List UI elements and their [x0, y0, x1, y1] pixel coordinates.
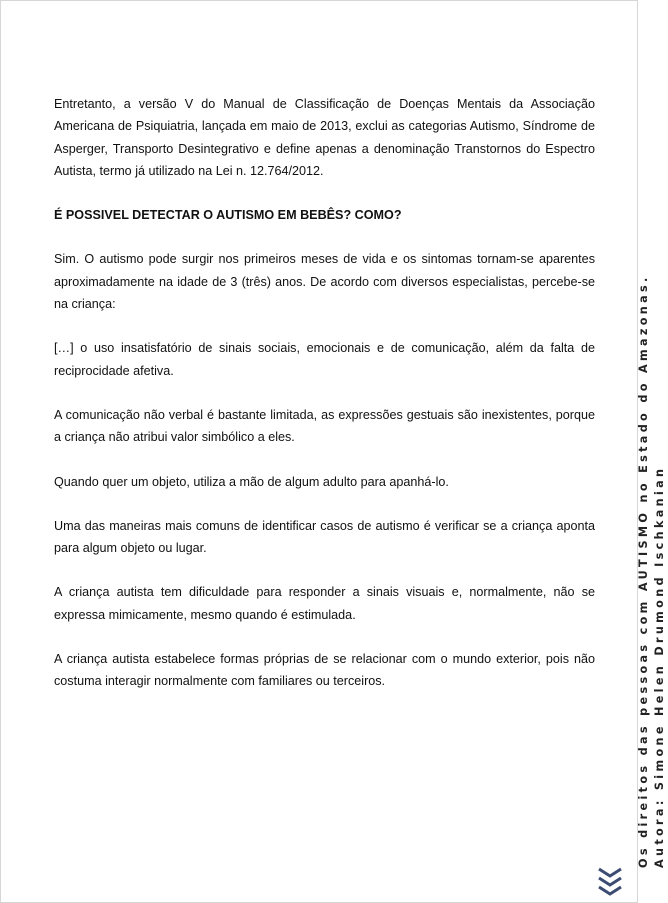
paragraph-pointing: Uma das maneiras mais comuns de identificar casos de autismo é verificar se a criança aponta para algum objeto ou lugar.	[54, 518, 595, 556]
paragraph-object: Quando quer um objeto, utiliza a mão de algum adulto para apanhá-lo.	[54, 474, 449, 489]
chevron-icon	[596, 866, 624, 900]
paragraph-dsm: Entretanto, a versão V do Manual de Classificação de Doenças Mentais da Associação Americana de Psiquiatria, lançada em maio de 2013, exclui as categorias Autismo, Síndrome de Asperger, Transporto Desintegrativo e define apenas a denominação Transtornos do Espectro Autista, termo já utilizado na Lei n. 12.764/2012.	[54, 97, 595, 178]
paragraph-quote: […] o uso insatisfatório de sinais sociais, emocionais e de comunicação, além da falta de reciprocidade afetiva.	[54, 341, 595, 378]
sidebar-vertical-text	[636, 274, 668, 868]
author-line: Autora: Simone Helen Drumond Ischkanian	[653, 465, 666, 868]
sidebar	[596, 0, 666, 903]
paragraph-communication: A comunicação não verbal é bastante limitada, as expressões gestuais são inexistentes, porque a criança não atribui valor simbólico a eles.	[54, 407, 595, 445]
document-body	[54, 93, 595, 715]
book-title: Os direitos das pessoas com AUTISMO no Estado do Amazonas.	[637, 274, 650, 868]
paragraph-intro: Sim. O autismo pode surgir nos primeiros meses de vida e os sintomas tornam-se aparentes aproximadamente na idade de 3 (três) anos. De acordo com diversos especialistas, percebe-se na criança:	[54, 252, 595, 312]
paragraph-visual-signals: A criança autista tem dificuldade para responder a sinais visuais e, normalmente, não se expressa mimicamente, mesmo quando é estimulada.	[54, 585, 595, 622]
section-heading: É POSSIVEL DETECTAR O AUTISMO EM BEBÊS? COMO?	[54, 208, 402, 223]
paragraph-relations: A criança autista estabelece formas próprias de se relacionar com o mundo exterior, pois não costuma interagir normalmente com familiares ou terceiros.	[54, 652, 595, 689]
